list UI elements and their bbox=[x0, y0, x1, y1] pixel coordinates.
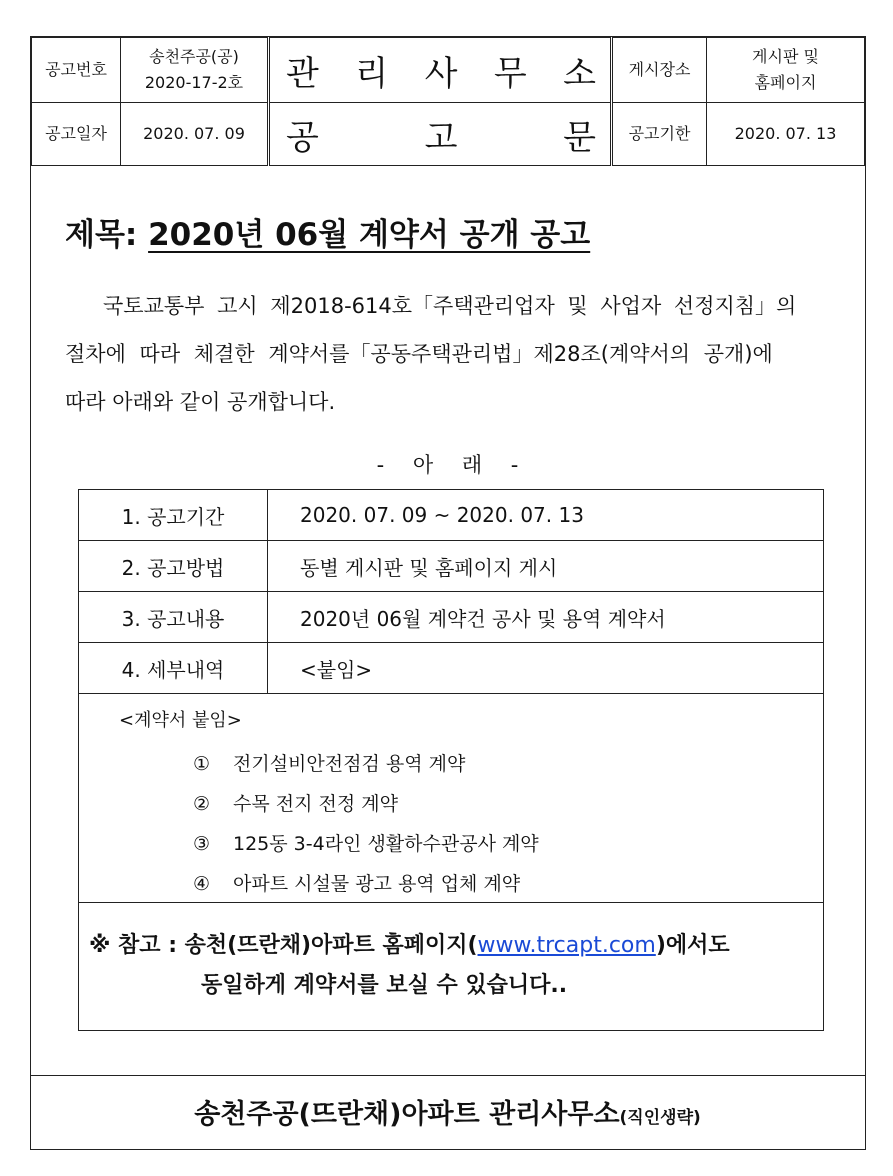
notice-date-label: 공고일자 bbox=[32, 103, 121, 166]
attachment-title: <계약서 붙임> bbox=[119, 710, 242, 731]
notice-date-value: 2020. 07. 09 bbox=[121, 103, 269, 166]
body-line: 국토교통부 고시 제2018-614호「주택관리업자 및 사업자 선정지침」의 bbox=[103, 294, 797, 318]
details-box bbox=[78, 489, 824, 1031]
subject-prefix: 제목: bbox=[65, 217, 149, 253]
table-row bbox=[79, 541, 823, 592]
item-number: ② bbox=[193, 793, 211, 815]
subject-text: 2020년 06월 계약서 공개 공고 bbox=[148, 217, 591, 253]
title-char: 소 bbox=[563, 53, 596, 94]
detail-value: 동별 게시판 및 홈페이지 게시 bbox=[268, 541, 824, 592]
detail-value: <붙임> bbox=[268, 643, 824, 694]
item-number: ④ bbox=[193, 873, 211, 895]
detail-key: 3. 공고내용 bbox=[79, 592, 268, 643]
notice-document bbox=[30, 36, 866, 1150]
below-label: - 아 래 - bbox=[376, 453, 519, 477]
body-paragraph bbox=[65, 282, 835, 426]
item-number: ③ bbox=[193, 833, 211, 855]
table-row bbox=[79, 643, 823, 694]
item-number: ① bbox=[193, 753, 211, 775]
detail-key: 1. 공고기간 bbox=[79, 490, 268, 541]
detail-key: 4. 세부내역 bbox=[79, 643, 268, 694]
note-divider bbox=[79, 902, 823, 903]
details-table bbox=[79, 490, 823, 694]
title-char: 문 bbox=[563, 117, 596, 158]
office-name: 송천주공(뜨란채)아파트 관리사무소 bbox=[194, 1099, 620, 1130]
seal-omitted: (직인생략) bbox=[619, 1108, 701, 1128]
note-prefix: ※ 참고 : 송천(뜨란채)아파트 홈페이지( bbox=[89, 933, 478, 958]
detail-key: 2. 공고방법 bbox=[79, 541, 268, 592]
note-line2: 동일하게 계약서를 보실 수 있습니다.. bbox=[201, 973, 568, 998]
attachment-list bbox=[193, 744, 539, 904]
post-place-label: 게시장소 bbox=[612, 38, 707, 103]
notice-number-line1: 송천주공(공) bbox=[149, 47, 239, 66]
notice-doc-title bbox=[269, 103, 612, 166]
deadline-label: 공고기한 bbox=[612, 103, 707, 166]
table-row bbox=[79, 490, 823, 541]
footer-signature bbox=[31, 1092, 864, 1131]
list-item bbox=[193, 824, 539, 864]
item-text: 125동 3-4라인 생활하수관공사 계약 bbox=[233, 833, 539, 855]
detail-value: 2020년 06월 계약건 공사 및 용역 계약서 bbox=[268, 592, 824, 643]
post-place-value bbox=[707, 38, 865, 103]
notice-number-value bbox=[121, 38, 269, 103]
deadline-value: 2020. 07. 13 bbox=[707, 103, 865, 166]
list-item bbox=[193, 864, 539, 904]
item-text: 전기설비안전점검 용역 계약 bbox=[233, 753, 466, 775]
title-char: 사 bbox=[424, 53, 458, 94]
detail-value: 2020. 07. 09 ~ 2020. 07. 13 bbox=[268, 490, 824, 541]
title-char: 공 bbox=[286, 117, 319, 158]
notice-number-label: 공고번호 bbox=[32, 38, 121, 103]
homepage-link[interactable]: www.trcapt.com bbox=[477, 933, 656, 958]
note-suffix: )에서도 bbox=[655, 933, 730, 958]
item-text: 아파트 시설물 광고 용역 업체 계약 bbox=[233, 873, 521, 895]
body-line: 따라 아래와 같이 공개합니다. bbox=[65, 390, 336, 414]
title-char: 리 bbox=[355, 53, 389, 94]
title-char: 관 bbox=[286, 53, 319, 94]
title-char: 무 bbox=[493, 53, 527, 94]
title-char: 고 bbox=[424, 117, 458, 158]
subject-heading bbox=[65, 209, 590, 254]
reference-note bbox=[89, 926, 730, 1006]
notice-number-line2: 2020-17-2호 bbox=[144, 73, 244, 92]
post-place-line2: 홈페이지 bbox=[754, 73, 817, 92]
office-title bbox=[269, 38, 612, 103]
header-table bbox=[31, 37, 865, 166]
table-row bbox=[79, 592, 823, 643]
footer-divider bbox=[31, 1075, 865, 1076]
post-place-line1: 게시판 및 bbox=[752, 47, 819, 66]
item-text: 수목 전지 전정 계약 bbox=[233, 793, 398, 815]
list-item bbox=[193, 744, 539, 784]
list-item bbox=[193, 784, 539, 824]
body-line: 절차에 따라 체결한 계약서를「공동주택관리법」제28조(계약서의 공개)에 bbox=[65, 342, 773, 366]
